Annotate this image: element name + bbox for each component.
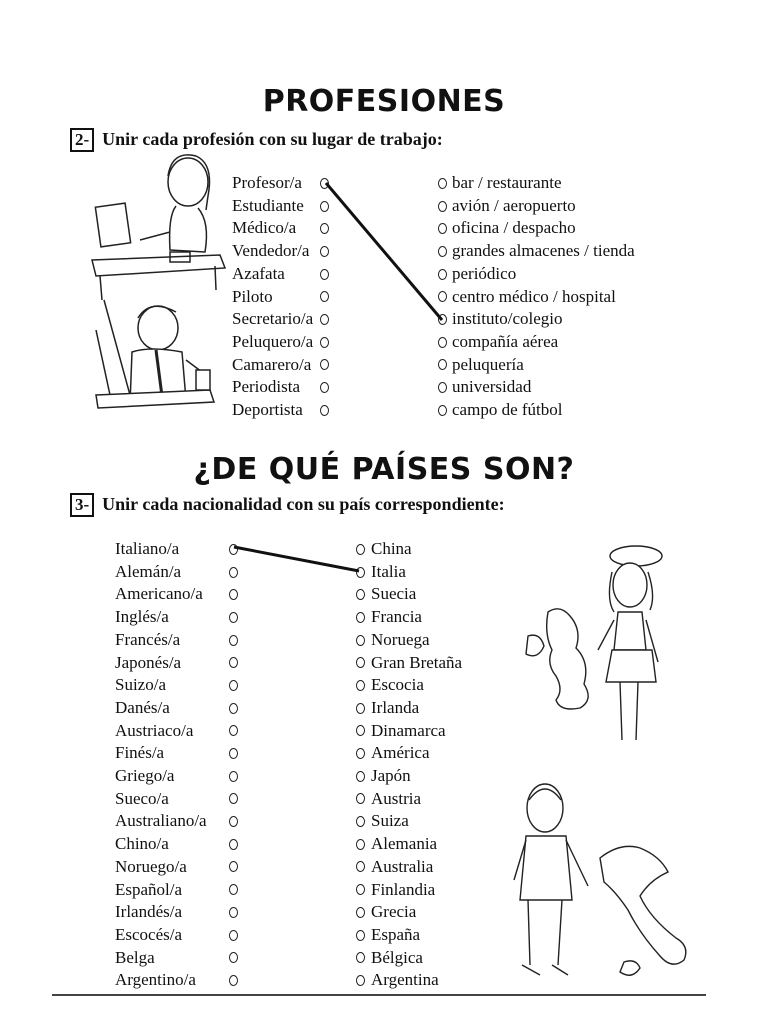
nationality-item: Italiano/a <box>115 539 180 558</box>
page-title-paises: ¿DE QUÉ PAÍSES SON? <box>193 452 575 487</box>
workplace-item: avión / aeropuerto <box>452 195 576 215</box>
country-item: Bélgica <box>371 947 423 967</box>
country-item: Austria <box>371 788 422 808</box>
country-item: España <box>371 924 421 944</box>
nationality-item: Americano/a <box>115 584 203 604</box>
nationality-item: Chino/a <box>115 834 169 854</box>
country-item: Alemania <box>371 834 438 854</box>
nationality-item: Argentino/a <box>115 970 196 990</box>
country-item: China <box>371 539 412 558</box>
woman-at-desk-illustration <box>92 155 225 300</box>
workplace-item: campo de fútbol <box>452 400 563 420</box>
country-item: Australia <box>371 856 434 876</box>
country-item: Dinamarca <box>371 720 446 740</box>
nationality-item: Suizo/a <box>115 675 166 695</box>
country-item: Grecia <box>371 902 417 922</box>
workplace-item: oficina / despacho <box>452 218 576 238</box>
nationality-item: Inglés/a <box>115 607 169 627</box>
workplace-item: instituto/colegio <box>452 309 563 329</box>
bottom-divider <box>52 994 706 996</box>
boy-and-italy-map-illustration <box>514 784 686 975</box>
nationality-item: Belga <box>115 947 155 967</box>
exercise-number: 2- <box>70 128 94 152</box>
instruction-text: Unir cada nacionalidad con su país correspondiente: <box>102 494 505 514</box>
country-item: Finlandia <box>371 879 436 899</box>
country-item: Argentina <box>371 970 439 990</box>
profession-item: Camarero/a <box>232 354 312 374</box>
nationality-item: Australiano/a <box>115 811 207 831</box>
profession-item: Médico/a <box>232 218 297 238</box>
nationality-item: Japonés/a <box>115 652 182 672</box>
profession-item: Estudiante <box>232 195 304 215</box>
exercise-number: 3- <box>70 493 94 517</box>
country-item: Irlanda <box>371 697 420 717</box>
nationality-item: Noruego/a <box>115 856 187 876</box>
workplace-item: compañía aérea <box>452 331 559 351</box>
profession-item: Peluquero/a <box>232 331 314 351</box>
workplace-item: periódico <box>452 263 517 283</box>
profession-item: Vendedor/a <box>232 241 310 261</box>
nationality-item: Austriaco/a <box>115 720 194 740</box>
profession-item: Deportista <box>232 400 303 420</box>
nationality-item: Griego/a <box>115 766 175 786</box>
instruction-text: Unir cada profesión con su lugar de trabajo: <box>102 129 443 149</box>
workplace-item: centro médico / hospital <box>452 286 616 306</box>
workplace-item: bar / restaurante <box>452 173 562 192</box>
country-item: Japón <box>371 766 411 786</box>
nationality-item: Irlandés/a <box>115 902 183 922</box>
nationality-item: Español/a <box>115 879 183 899</box>
workplace-item: grandes almacenes / tienda <box>452 241 635 261</box>
country-item: Escocia <box>371 675 424 695</box>
girl-and-uk-map-illustration <box>526 546 662 740</box>
country-item: Suiza <box>371 811 409 831</box>
workplace-item: peluquería <box>452 354 524 374</box>
nationality-item: Francés/a <box>115 629 181 649</box>
example-line-professor <box>326 183 442 320</box>
page-title-profesiones: PROFESIONES <box>262 84 506 119</box>
country-item: Italia <box>371 561 406 581</box>
nationality-item: Danés/a <box>115 697 170 717</box>
nationality-item: Escocés/a <box>115 924 183 944</box>
profession-item: Periodista <box>232 377 300 397</box>
nationality-item: Finés/a <box>115 743 165 763</box>
country-item: América <box>371 743 430 763</box>
profession-item: Piloto <box>232 286 273 306</box>
country-item: Suecia <box>371 584 417 604</box>
profession-item: Profesor/a <box>232 173 302 192</box>
man-at-desk-illustration <box>96 300 214 408</box>
profession-item: Azafata <box>232 263 285 283</box>
country-item: Noruega <box>371 629 430 649</box>
nationality-item: Alemán/a <box>115 561 182 581</box>
profession-item: Secretario/a <box>232 309 314 329</box>
nationality-item: Sueco/a <box>115 788 169 808</box>
country-item: Francia <box>371 607 422 627</box>
workplace-item: universidad <box>452 377 532 397</box>
example-line-italiano <box>234 547 359 571</box>
country-item: Gran Bretaña <box>371 652 463 672</box>
